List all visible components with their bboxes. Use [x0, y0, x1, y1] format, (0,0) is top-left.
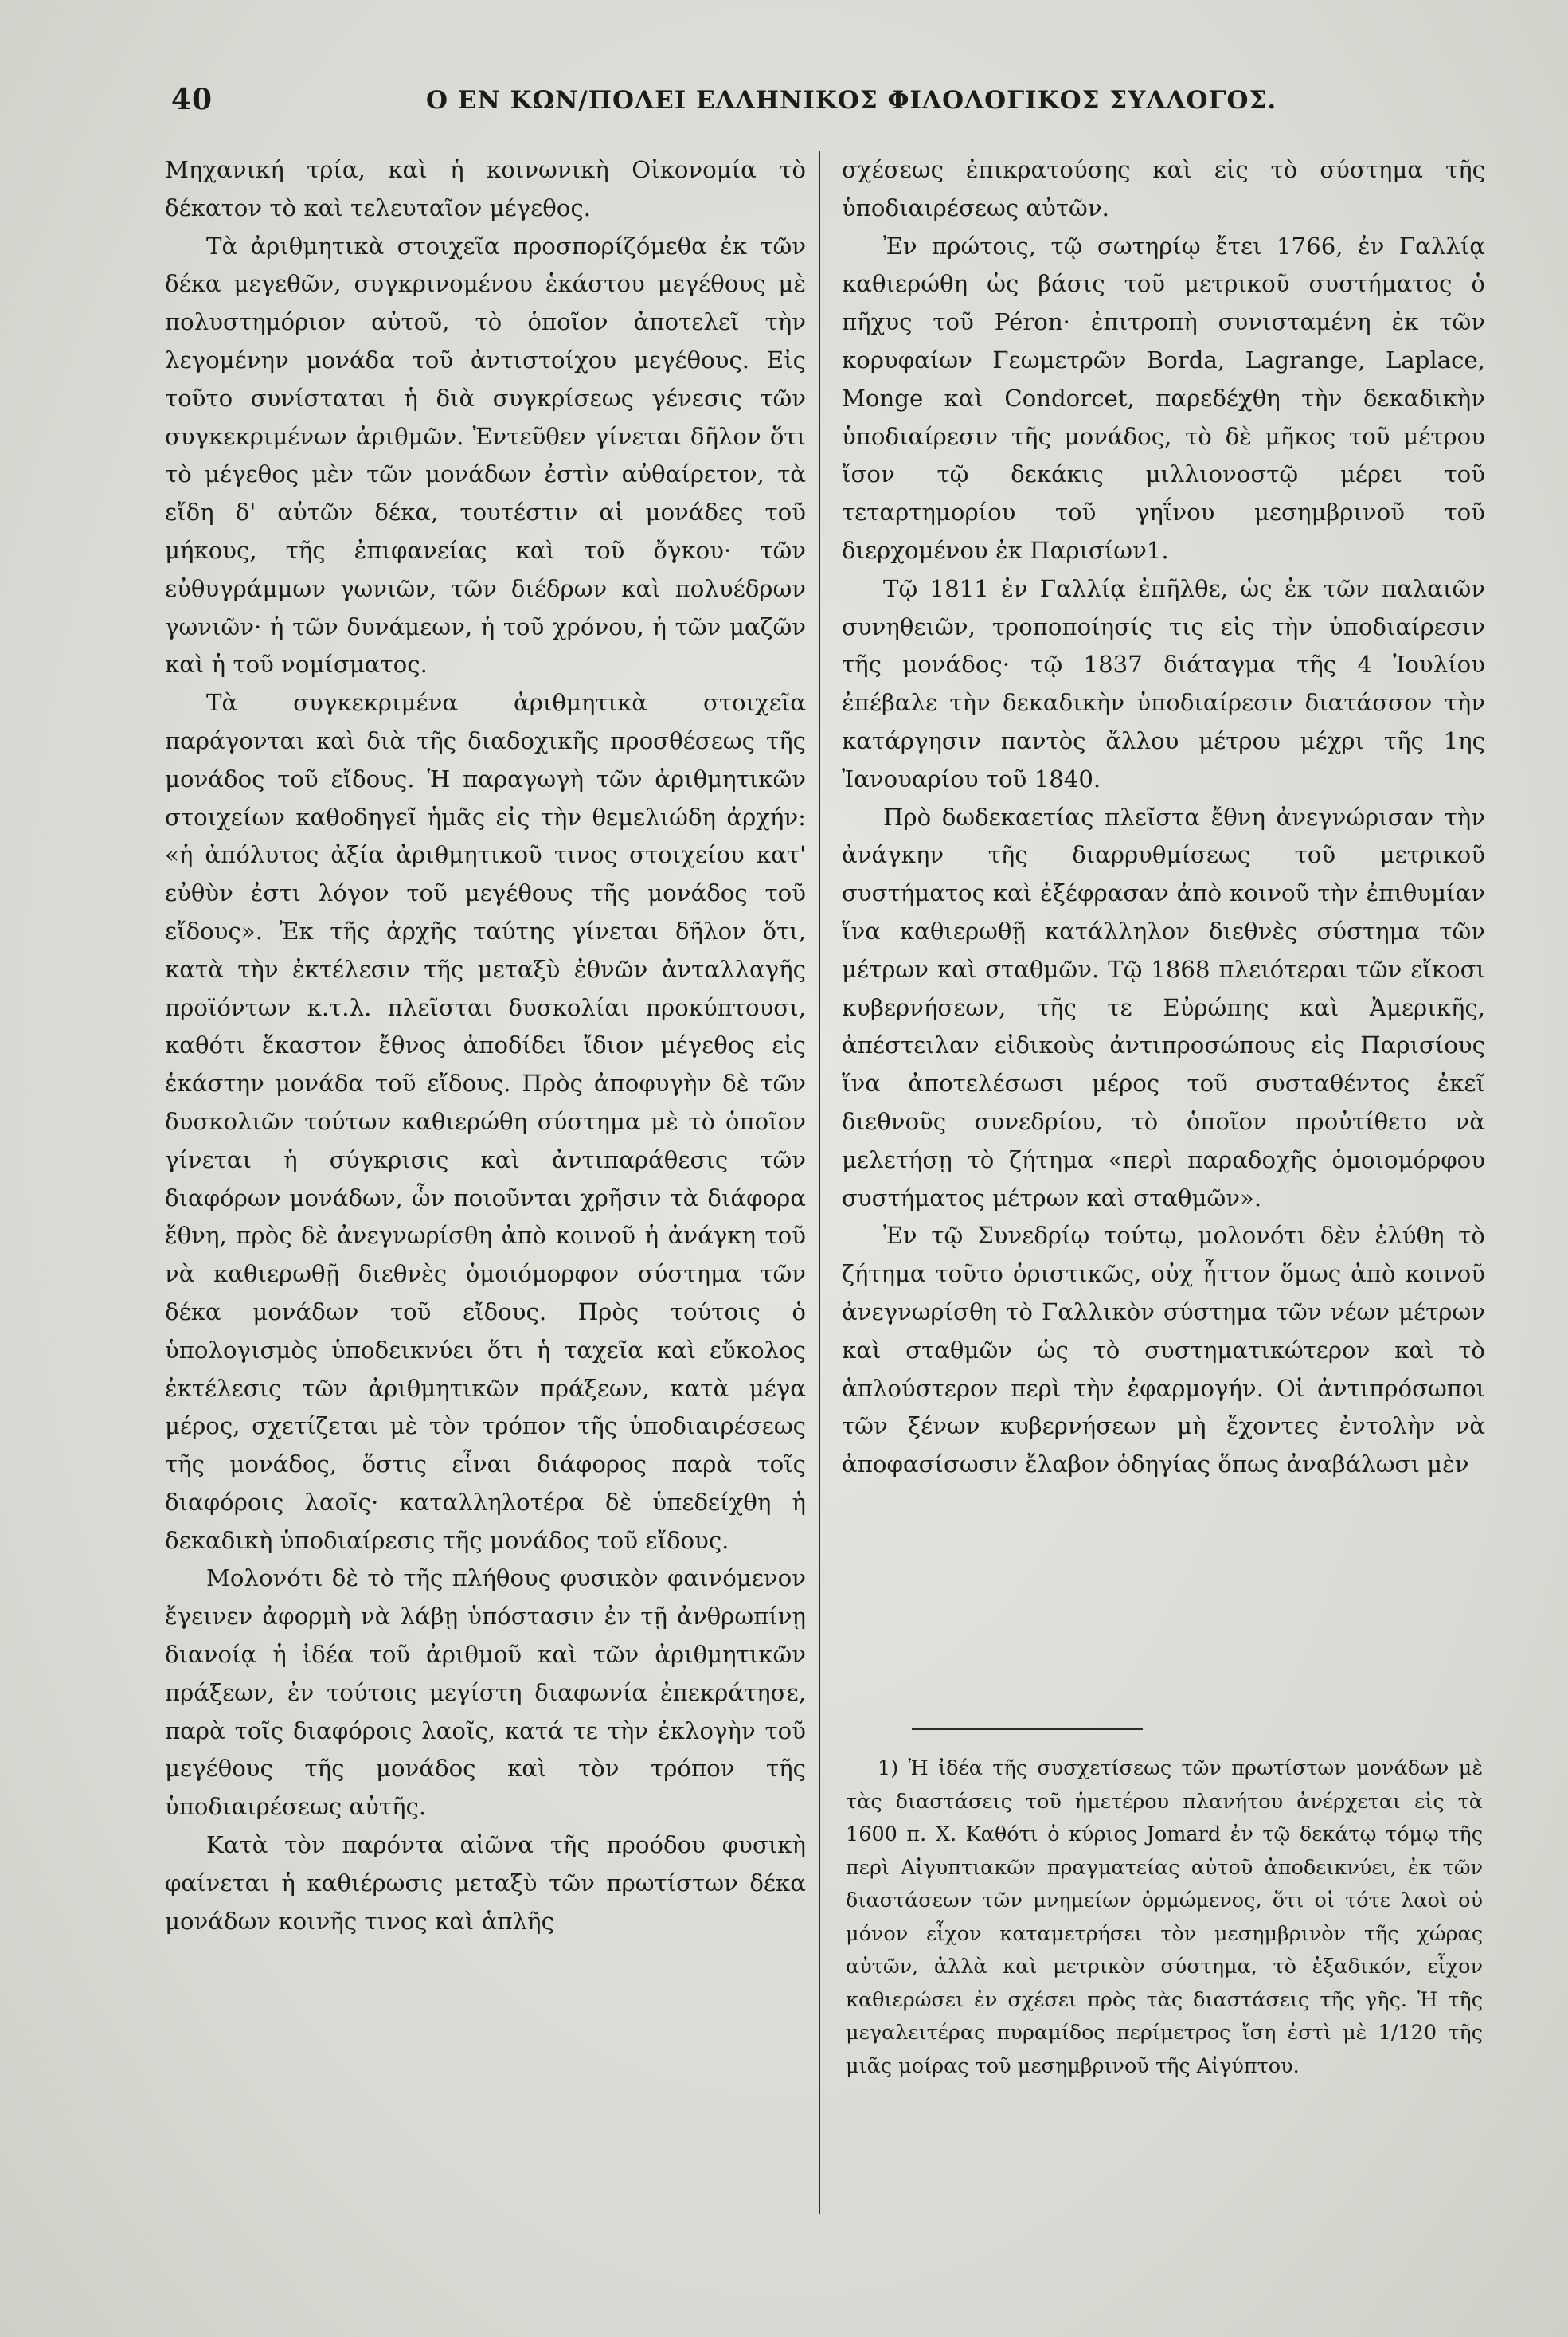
paragraph: Πρὸ δωδεκαετίας πλεῖστα ἔθνη ἀνεγνώρισαν τὴν ἀνάγκην τῆς διαρρυθμίσεως τοῦ μετρικοῦ συστήματος καὶ ἐξέφρασαν ἀπὸ κοινοῦ τὴν ἐπιθυμίαν ἵνα καθιερωθῇ κατάλληλον διεθνὲς σύστημα τῶν μέτρων καὶ σταθμῶν. Τῷ 1868 πλειότεραι τῶν εἴκοσι κυβερνήσεων, τῆς τε Εὐρώπης καὶ Ἀμερικῆς, ἀπέστειλαν εἰδικοὺς ἀντιπροσώπους εἰς Παρισίους ἵνα ἀποτελέσωσι μέρος τοῦ συσταθέντος ἐκεῖ διεθνοῦς συνεδρίου, τὸ ὁποῖον προὐτίθετο νὰ μελετήσῃ τὸ ζήτημα «περὶ παραδοχῆς ὁμοιομόρφου συστήματος μέτρων καὶ σταθμῶν».	[842, 803, 1485, 1212]
paragraph: Τῷ 1811 ἐν Γαλλίᾳ ἐπῆλθε, ὡς ἐκ τῶν παλαιῶν συνηθειῶν, τροποποίησίς τις εἰς τὴν ὑποδιαίρεσιν τῆς μονάδος· τῷ 1837 διάταγμα τῆς 4 Ἰουλίου ἐπέβαλε τὴν δεκαδικὴν ὑποδιαίρεσιν διατάσσον τὴν κατάργησιν παντὸς ἄλλου μέτρου μέχρι τῆς 1ης Ἰανουαρίου τοῦ 1840.	[842, 574, 1485, 793]
paragraph: Τὰ συγκεκριμένα ἀριθμητικὰ στοιχεῖα παράγονται καὶ διὰ τῆς διαδοχικῆς προσθέσεως τῆς μονάδος τοῦ εἴδους. Ἡ παραγωγὴ τῶν ἀριθμητικῶν στοιχείων καθοδηγεῖ ἡμᾶς εἰς τὴν θεμελιώδη ἀρχήν: «ἡ ἀπόλυτος ἀξία ἀριθμητικοῦ τινος στοιχείου κατ' εὐθὺν ἐστι λόγον τοῦ μεγέθους τῆς μονάδος τοῦ εἴδους». Ἐκ τῆς ἀρχῆς ταύτης γίνεται δῆλον ὅτι, κατὰ τὴν ἐκτέλεσιν τῆς μεταξὺ ἐθνῶν ἀνταλλαγῆς προϊόντων κ.τ.λ. πλεῖσται δυσκολίαι προκύπτουσι, καθότι ἕκαστον ἔθνος ἀποδίδει ἴδιον μέγεθος εἰς ἑκάστην μονάδα τοῦ εἴδους. Πρὸς ἀποφυγὴν δὲ τῶν δυσκολιῶν τούτων καθιερώθη σύστημα μὲ τὸ ὁποῖον γίνεται ἡ σύγκρισις καὶ ἀντιπαράθεσις τῶν διαφόρων μονάδων, ὧν ποιοῦνται χρῆσιν τὰ διάφορα ἔθνη, πρὸς δὲ ἀνεγνωρίσθη ἀπὸ κοινοῦ ἡ ἀνάγκη τοῦ νὰ καθιερωθῇ διεθνὲς ὁμοιόμορφον σύστημα τῶν δέκα μονάδων τοῦ εἴδους. Πρὸς τούτοις ὁ ὑπολογισμὸς ὑποδεικνύει ὅτι ἡ ταχεῖα καὶ εὔκολος ἐκτέλεσις τῶν ἀριθμητικῶν πράξεων, κατὰ μέγα μέρος, σχετίζεται μὲ τὸν τρόπον τῆς ὑποδιαιρέσεως τῆς μονάδος, ὅστις εἶναι διάφορος παρὰ τοῖς διαφόροις λαοῖς· καταλληλοτέρα δὲ ὑπεδείχθη ἡ δεκαδικὴ ὑποδιαίρεσις τῆς μονάδος τοῦ εἴδους.	[165, 689, 806, 1554]
paragraph: Κατὰ τὸν παρόντα αἰῶνα τῆς προόδου φυσικὴ φαίνεται ἡ καθιέρωσις μεταξὺ τῶν πρωτίστων δέκα μονάδων κοινῆς τινος καὶ ἁπλῆς	[165, 1831, 806, 1935]
paragraph: Ἐν πρώτοις, τῷ σωτηρίῳ ἔτει 1766, ἐν Γαλλίᾳ καθιερώθη ὡς βάσις τοῦ μετρικοῦ συστήματος ὁ πῆχυς τοῦ Péron· ἐπιτροπὴ συνισταμένη ἐκ τῶν κορυφαίων Γεωμετρῶν Borda, Lagrange, Laplace, Monge καὶ Condorcet, παρεδέχθη τὴν δεκαδικὴν ὑποδιαίρεσιν τῆς μονάδος, τὸ δὲ μῆκος τοῦ μέτρου ἴσον τῷ δεκάκις μιλλιονοστῷ μέρει τοῦ τεταρτημορίου τοῦ γηΐνου μεσημβρινοῦ τοῦ διερχομένου ἐκ Παρισίων1.	[842, 232, 1485, 564]
footnote: 1) Ἡ ἰδέα τῆς συσχετίσεως τῶν πρωτίστων μονάδων μὲ τὰς διαστάσεις τοῦ ἡμετέρου πλανήτου ἀνέρχεται εἰς τὰ 1600 π. Χ. Καθότι ὁ κύριος Jomard ἐν τῷ δεκάτῳ τόμῳ τῆς περὶ Αἰγυπτιακῶν πραγματείας αὐτοῦ ἀποδεικνύει, ἐκ τῶν διαστάσεων τῶν μνημείων ὁρμώμενος, ὅτι οἱ τότε λαοὶ οὐ μόνον εἶχον καταμετρήσει τὸν μεσημβρινὸν τῆς χώρας αὐτῶν, ἀλλὰ καὶ μετρικὸν σύστημα, τὸ ἑξαδικόν, εἶχον καθιερώσει ἐν σχέσει πρὸς τὰς διαστάσεις τῆς γῆς. Ἡ τῆς μεγαλειτέρας πυραμίδος περίμετρος ἴση ἐστὶ μὲ 1/120 τῆς μιᾶς μοίρας τοῦ μεσημβρινοῦ τῆς Αἰγύπτου.	[846, 1756, 1483, 2078]
paragraph: Ἐν τῷ Συνεδρίῳ τούτῳ, μολονότι δὲν ἐλύθη τὸ ζήτημα τοῦτο ὁριστικῶς, οὐχ ἧττον ὅμως ἀπὸ κοινοῦ ἀνεγνωρίσθη τὸ Γαλλικὸν σύστημα τῶν νέων μέτρων καὶ σταθμῶν ὡς τὸ συστηματικώτερον καὶ τὸ ἁπλούστερον περὶ τὴν ἐφαρμογήν. Οἱ ἀντιπρόσωποι τῶν ξένων κυβερνήσεων μὴ ἔχοντες ἐντολὴν νὰ ἀποφασίσωσιν ἔλαβον ὁδηγίας ὅπως ἀναβάλωσι μὲν	[842, 1222, 1485, 1478]
paragraph: Τὰ ἀριθμητικὰ στοιχεῖα προσπορίζόμεθα ἐκ τῶν δέκα μεγεθῶν, συγκρινομένου ἑκάστου μεγέθους μὲ πολυστημόριον αὐτοῦ, τὸ ὁποῖον ἀποτελεῖ τὴν λεγομένην μονάδα τοῦ ἀντιστοίχου μεγέθους. Εἰς τοῦτο συνίσταται ἡ διὰ συγκρίσεως γένεσις τῶν συγκεκριμένων ἀριθμῶν. Ἐντεῦθεν γίνεται δῆλον ὅτι τὸ μέγεθος μὲν τῶν μονάδων ἐστὶν αὐθαίρετον, τὰ εἴδη δ' αὐτῶν δέκα, τουτέστιν αἱ μονάδες τοῦ μήκους, τῆς ἐπιφανείας καὶ τοῦ ὄγκου· τῶν εὐθυγράμμων γωνιῶν, τῶν διέδρων καὶ πολυέδρων γωνιῶν· ἡ τῶν δυνάμεων, ἡ τοῦ χρόνου, ἡ τῶν μαζῶν καὶ ἡ τοῦ νομίσματος.	[165, 232, 806, 679]
paragraph: Μολονότι δὲ τὸ τῆς πλήθους φυσικὸν φαινόμενον ἔγεινεν ἀφορμὴ νὰ λάβῃ ὑπόστασιν ἐν τῇ ἀνθρωπίνῃ διανοίᾳ ἡ ἰδέα τοῦ ἀριθμοῦ καὶ τῶν ἀριθμητικῶν πράξεων, ἐν τούτοις μεγίστη διαφωνία ἐπεκράτησε, παρὰ τοῖς διαφόροις λαοῖς, κατά τε τὴν ἐκλογὴν τοῦ μεγέθους τῆς μονάδος καὶ τὸν τρόπον τῆς ὑποδιαιρέσεως αὐτῆς.	[165, 1564, 806, 1821]
running-title: Ο ΕΝ ΚΩΝ/ΠΟΛΕΙ ΕΛΛΗΝΙΚΟΣ ΦΙΛΟΛΟΓΙΚΟΣ ΣΥΛΛΟΓΟΣ.	[426, 86, 1277, 115]
right-column	[842, 151, 1485, 1484]
footnote-rule	[912, 1728, 1143, 1730]
paragraph: Μηχανική τρία, καὶ ἡ κοινωνικὴ Οἰκονομία τὸ δέκατον τὸ καὶ τελευταῖον μέγεθος.	[165, 156, 806, 221]
paragraph: σχέσεως ἐπικρατούσης καὶ εἰς τὸ σύστημα τῆς ὑποδιαιρέσεως αὐτῶν.	[842, 156, 1485, 221]
left-column	[165, 151, 806, 1940]
running-header	[171, 80, 1278, 127]
page-number: 40	[171, 83, 213, 116]
column-divider	[819, 151, 820, 2214]
